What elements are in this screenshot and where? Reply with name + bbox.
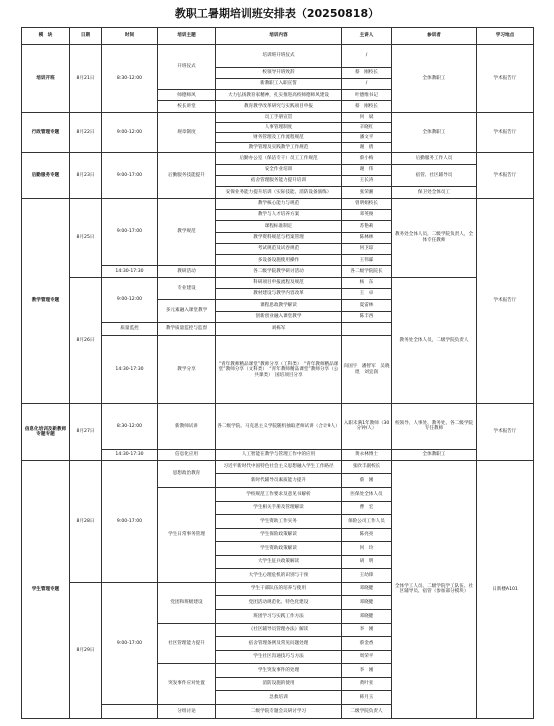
table-cell: 9:00-17:00 — [102, 582, 158, 704]
table-cell: 潘文平 — [342, 133, 392, 143]
table-cell: 8:30-12:00 — [102, 44, 158, 112]
table-cell: 各二级学院教学研讨活动 — [216, 266, 342, 277]
table-cell: 教育教学改革研究与实践项目申报 — [216, 101, 342, 112]
module-cell: 教学管理专题 — [22, 198, 70, 404]
table-cell: 后勤服务工作人员 — [392, 153, 477, 164]
table-cell: 教研活动 — [158, 266, 216, 277]
column-header: 参训者 — [392, 28, 477, 45]
table-cell: 各二级学院、马克思主义学院随机抽取老师试讲（合计9人） — [216, 404, 342, 449]
table-cell: 宿舍管理条例及常见问题处理 — [216, 637, 342, 651]
table-cell: 周荣平 — [342, 650, 392, 664]
table-cell: 分组讨论 — [158, 704, 216, 718]
table-cell: 14:30-17:30 — [102, 336, 158, 404]
table-cell: 入职未满1年教师（30分钟/人） — [342, 404, 392, 449]
table-cell: 陈丰西 — [342, 311, 392, 322]
table-cell: 14:30-17:30 — [102, 449, 158, 460]
table-cell: 王长涛 — [342, 176, 392, 187]
table-cell: 学生社区沟通技巧与方法 — [216, 650, 342, 664]
table-cell: 学术报告厅 — [477, 404, 534, 461]
table-cell: 多设备设施使用操作 — [216, 255, 342, 266]
table-cell: 8月29日 — [70, 582, 102, 718]
table-cell: 学校规范工作要求及意见书解析 — [216, 487, 342, 501]
table-cell: 14:30-17:30 — [102, 266, 158, 277]
table-cell: 考试规范及试卷规范 — [216, 243, 342, 254]
table-cell: / — [342, 44, 392, 67]
table-cell: 学生日常事务管理 — [158, 487, 216, 582]
table-cell: 新教职工入职宣誓 — [216, 78, 342, 89]
table-cell: 邓英俊 — [342, 209, 392, 220]
table-cell: 大学生心理危机的识别与干预 — [216, 569, 342, 583]
table-cell: 党团活动规范化、特色化建设 — [216, 596, 342, 610]
table-cell: 宿管、社区辅导员 — [392, 164, 477, 187]
table-cell: “青年教师精品课堂”教师分享（工科类） “青年教师精品课堂”教师分享（文科类） “青年教师精品课堂”教师分享（公共课类） 国培项目分享 — [216, 336, 342, 404]
schedule-table — [21, 27, 534, 719]
table-header-row — [22, 28, 534, 45]
table-cell: 蔡 刚校长 — [342, 67, 392, 78]
table-cell: 苏艳莉 — [342, 221, 392, 232]
table-cell: 信息化应用 — [158, 449, 216, 460]
table-cell: 胡 明 — [342, 555, 392, 569]
table-cell: 课程标准制定 — [216, 221, 342, 232]
table-cell: 谢 伟 — [342, 164, 392, 175]
table-cell: 保险公司工作人员 — [342, 515, 392, 529]
table-cell: 教务处全体人员，二级学院负责人，全体专任教师 — [392, 198, 477, 277]
table-cell: 曹 宏 — [342, 501, 392, 515]
table-cell: 规章制度 — [158, 112, 216, 153]
table-cell: 教务处全体人员，二级学院负责人 — [392, 277, 477, 404]
table-cell: 全体教职工 — [392, 449, 477, 460]
table-cell: 8月28日 — [70, 460, 102, 582]
table-cell: 9:00-12:00 — [102, 277, 158, 322]
table-cell — [102, 704, 158, 718]
table-cell: 王 卓 — [342, 289, 392, 300]
table-cell: 黄永林博士 — [342, 449, 392, 460]
column-header: 学习地点 — [477, 28, 534, 45]
table-cell: 安全作业培训 — [216, 164, 342, 175]
table-cell: 张欣丰副校长 — [342, 460, 392, 474]
table-cell: 日新楼A101 — [477, 460, 534, 718]
table-cell: 蔡 刚校长 — [342, 101, 392, 112]
table-cell: 全体学工人员、二级学院学工队伍、社区辅导员、宿管（参加部分模块） — [392, 460, 477, 718]
table-cell: 新时代辅导员素质能力提升 — [216, 474, 342, 488]
table-cell: 人工智能在教学与管理工作中的应用 — [216, 449, 342, 460]
table-cell: 8月23日 — [70, 153, 102, 198]
column-header: 日期 — [70, 28, 102, 45]
table-cell: 8:30-12:00 — [102, 404, 158, 449]
table-cell: 培训班开班仪式 — [216, 44, 342, 67]
table-cell: 学生干部队伍的培养与使用 — [216, 582, 342, 596]
table-cell: 辛晓红 — [342, 122, 392, 132]
table-cell: 消防设施的使用 — [216, 677, 342, 691]
table-cell: 向国宇 潘智军 吴晓煜 刘宜润 — [342, 336, 392, 404]
table-cell: 王伟霖 — [342, 255, 392, 266]
table-cell: 9:00-17:00 — [102, 460, 158, 582]
table-row — [22, 112, 534, 122]
table-cell: 陈亮亮 — [342, 528, 392, 542]
table-cell: 黄叶亚 — [342, 677, 392, 691]
table-cell: 思想政治教育 — [158, 460, 216, 487]
table-cell: 8月25日 — [70, 198, 102, 277]
table-cell: 学术报告厅 — [477, 198, 534, 404]
table-cell: 叶德维书记 — [342, 90, 392, 101]
table-cell: 8月21日 — [70, 44, 102, 112]
table-cell: 各二级学院院长 — [342, 266, 392, 277]
table-cell: 9:00-17:00 — [102, 153, 158, 198]
table-cell: 邓晓健 — [342, 582, 392, 596]
table-cell: 课程思政教学解读 — [216, 300, 342, 311]
table-cell: 校长讲堂 — [158, 101, 216, 112]
table-cell: 学生保险政策解读 — [216, 528, 342, 542]
module-cell: 信息化培训及新教师专题专题 — [22, 404, 70, 461]
table-cell: 多元素融入课堂教学 — [158, 300, 216, 323]
table-cell: 蔡金香 — [342, 637, 392, 651]
table-cell: 教学规范 — [158, 198, 216, 266]
table-cell: 教学资料规范与档案管理 — [216, 232, 342, 243]
table-cell: 突发事件应对处置 — [158, 664, 216, 705]
table-cell: 学生突发事件的处理 — [216, 664, 342, 678]
table-cell: 社区管理能力提升 — [158, 623, 216, 664]
table-cell: 学生资助工作实务 — [216, 515, 342, 529]
column-header: 培训主题 — [158, 28, 216, 45]
table-cell: 邓晓健 — [342, 610, 392, 624]
table-cell: 后勤办公室（保洁专干）员工工作规范 — [216, 153, 342, 164]
table-cell: 质量监控 — [102, 322, 158, 336]
table-cell: 人事管理制度 — [216, 122, 342, 132]
table-cell: 教材建设与教学内容改革 — [216, 289, 342, 300]
table-cell: 大力弘扬教育家精神，扎实推进高校师德师风建设 — [216, 90, 342, 101]
table-cell: 保卫处全体员工 — [392, 187, 477, 198]
table-cell: 8月27日 — [70, 404, 102, 461]
table-cell: 员工手册宣贯 — [216, 112, 342, 122]
table-cell: 谢 倩 — [342, 143, 392, 153]
table-row — [22, 198, 534, 209]
table-cell: 后勤服务技能提升 — [158, 153, 216, 198]
document-title: 教职工暑期培训班安排表（20250818） — [174, 7, 380, 20]
table-cell: 李 刚 — [342, 623, 392, 637]
table-cell: / — [342, 78, 392, 89]
table-row — [22, 404, 534, 449]
table-cell: 陈林林 — [342, 232, 392, 243]
table-cell: 张荣湘 — [342, 187, 392, 198]
table-cell: 韩月玉 — [342, 691, 392, 705]
table-cell: 二级学院专题会议研讨学习 — [216, 704, 342, 718]
table-cell: 新教师试讲 — [158, 404, 216, 449]
table-cell: 教学与人才培养方案 — [216, 209, 342, 220]
table-cell: 刘栋军 — [216, 322, 342, 336]
table-cell: 夏雷林 — [342, 300, 392, 311]
table-cell: 李 刚 — [342, 664, 392, 678]
table-cell: 创新创业融入课堂教学 — [216, 311, 342, 322]
table-row — [22, 277, 534, 288]
table-cell: 曾明娟校长 — [342, 198, 392, 209]
table-row — [22, 460, 534, 474]
column-header: 主讲人 — [342, 28, 392, 45]
table-cell: 校领导、人事处、教务处、各二级学院专任教师 — [392, 404, 477, 449]
module-cell: 学生管理专题 — [22, 460, 70, 718]
module-cell: 行政管理专题 — [22, 112, 70, 153]
table-row — [22, 44, 534, 67]
table-row — [22, 153, 534, 164]
table-cell: 学生资助政策解读 — [216, 542, 342, 556]
table-cell: 财务管理及工作流程规范 — [216, 133, 342, 143]
table-cell: 校领导开班致辞 — [216, 67, 342, 78]
table-cell: 大学生征兵政策解读 — [216, 555, 342, 569]
table-cell: 习近平新时代中国特色社会主义思想融入学生工作路径 — [216, 460, 342, 474]
table-cell: 蔡小梅 — [342, 153, 392, 164]
table-cell: 何 玲 — [342, 542, 392, 556]
table-cell: 9:00-17:00 — [102, 198, 158, 266]
table-cell: 班团学习与实践工作方法 — [216, 610, 342, 624]
table-cell: 开班仪式 — [158, 44, 216, 89]
table-cell: 邓晓健 — [342, 596, 392, 610]
table-cell: 蔡 刚 — [342, 474, 392, 488]
table-cell: 专业建设 — [158, 277, 216, 300]
table-cell: 宿舍管理服务能力提升培训 — [216, 176, 342, 187]
table-cell: 党团和班级建设 — [158, 582, 216, 623]
column-header: 模 块 — [22, 28, 70, 45]
table-cell: 8月26日 — [70, 277, 102, 404]
column-header: 培训内容 — [216, 28, 342, 45]
table-cell: 教学分享 — [158, 336, 216, 404]
table-cell: 急救培训 — [216, 691, 342, 705]
table-cell: 王幼锋 — [342, 569, 392, 583]
table-cell: 何 斌 — [342, 112, 392, 122]
module-cell: 后勤服务专题 — [22, 153, 70, 198]
table-cell: 教学质量监控与监督 — [158, 322, 216, 336]
table-cell: 安保业务能力提升培训（实际技能、消防设备演练） — [216, 187, 342, 198]
table-cell: 学术报告厅 — [477, 153, 534, 198]
table-cell: 学术报告厅 — [477, 112, 534, 153]
module-cell: 培训开班 — [22, 44, 70, 112]
table-cell: 学生相关手册及管理解读 — [216, 501, 342, 515]
table-cell: 教学管理及实践教学工作规范 — [216, 143, 342, 153]
table-cell: 二级学院负责人 — [342, 704, 392, 718]
table-cell: 全体教职工 — [392, 112, 477, 153]
table-cell: 科研项目申报流程及规范 — [216, 277, 342, 288]
table-cell: 师德师风 — [158, 90, 216, 101]
table-cell: 医保处全体人员 — [342, 487, 392, 501]
table-cell: 杨 东 — [342, 277, 392, 288]
table-cell: 全体教职工 — [392, 44, 477, 112]
table-cell: 教学核心能力与规范 — [216, 198, 342, 209]
table-cell: 何卫琼 — [342, 243, 392, 254]
table-cell: 《社区辅导员管理办法》解读 — [216, 623, 342, 637]
column-header: 时间 — [102, 28, 158, 45]
table-cell: 学术报告厅 — [477, 44, 534, 112]
table-cell: 8月22日 — [70, 112, 102, 153]
table-cell: 9:00-12:00 — [102, 112, 158, 153]
